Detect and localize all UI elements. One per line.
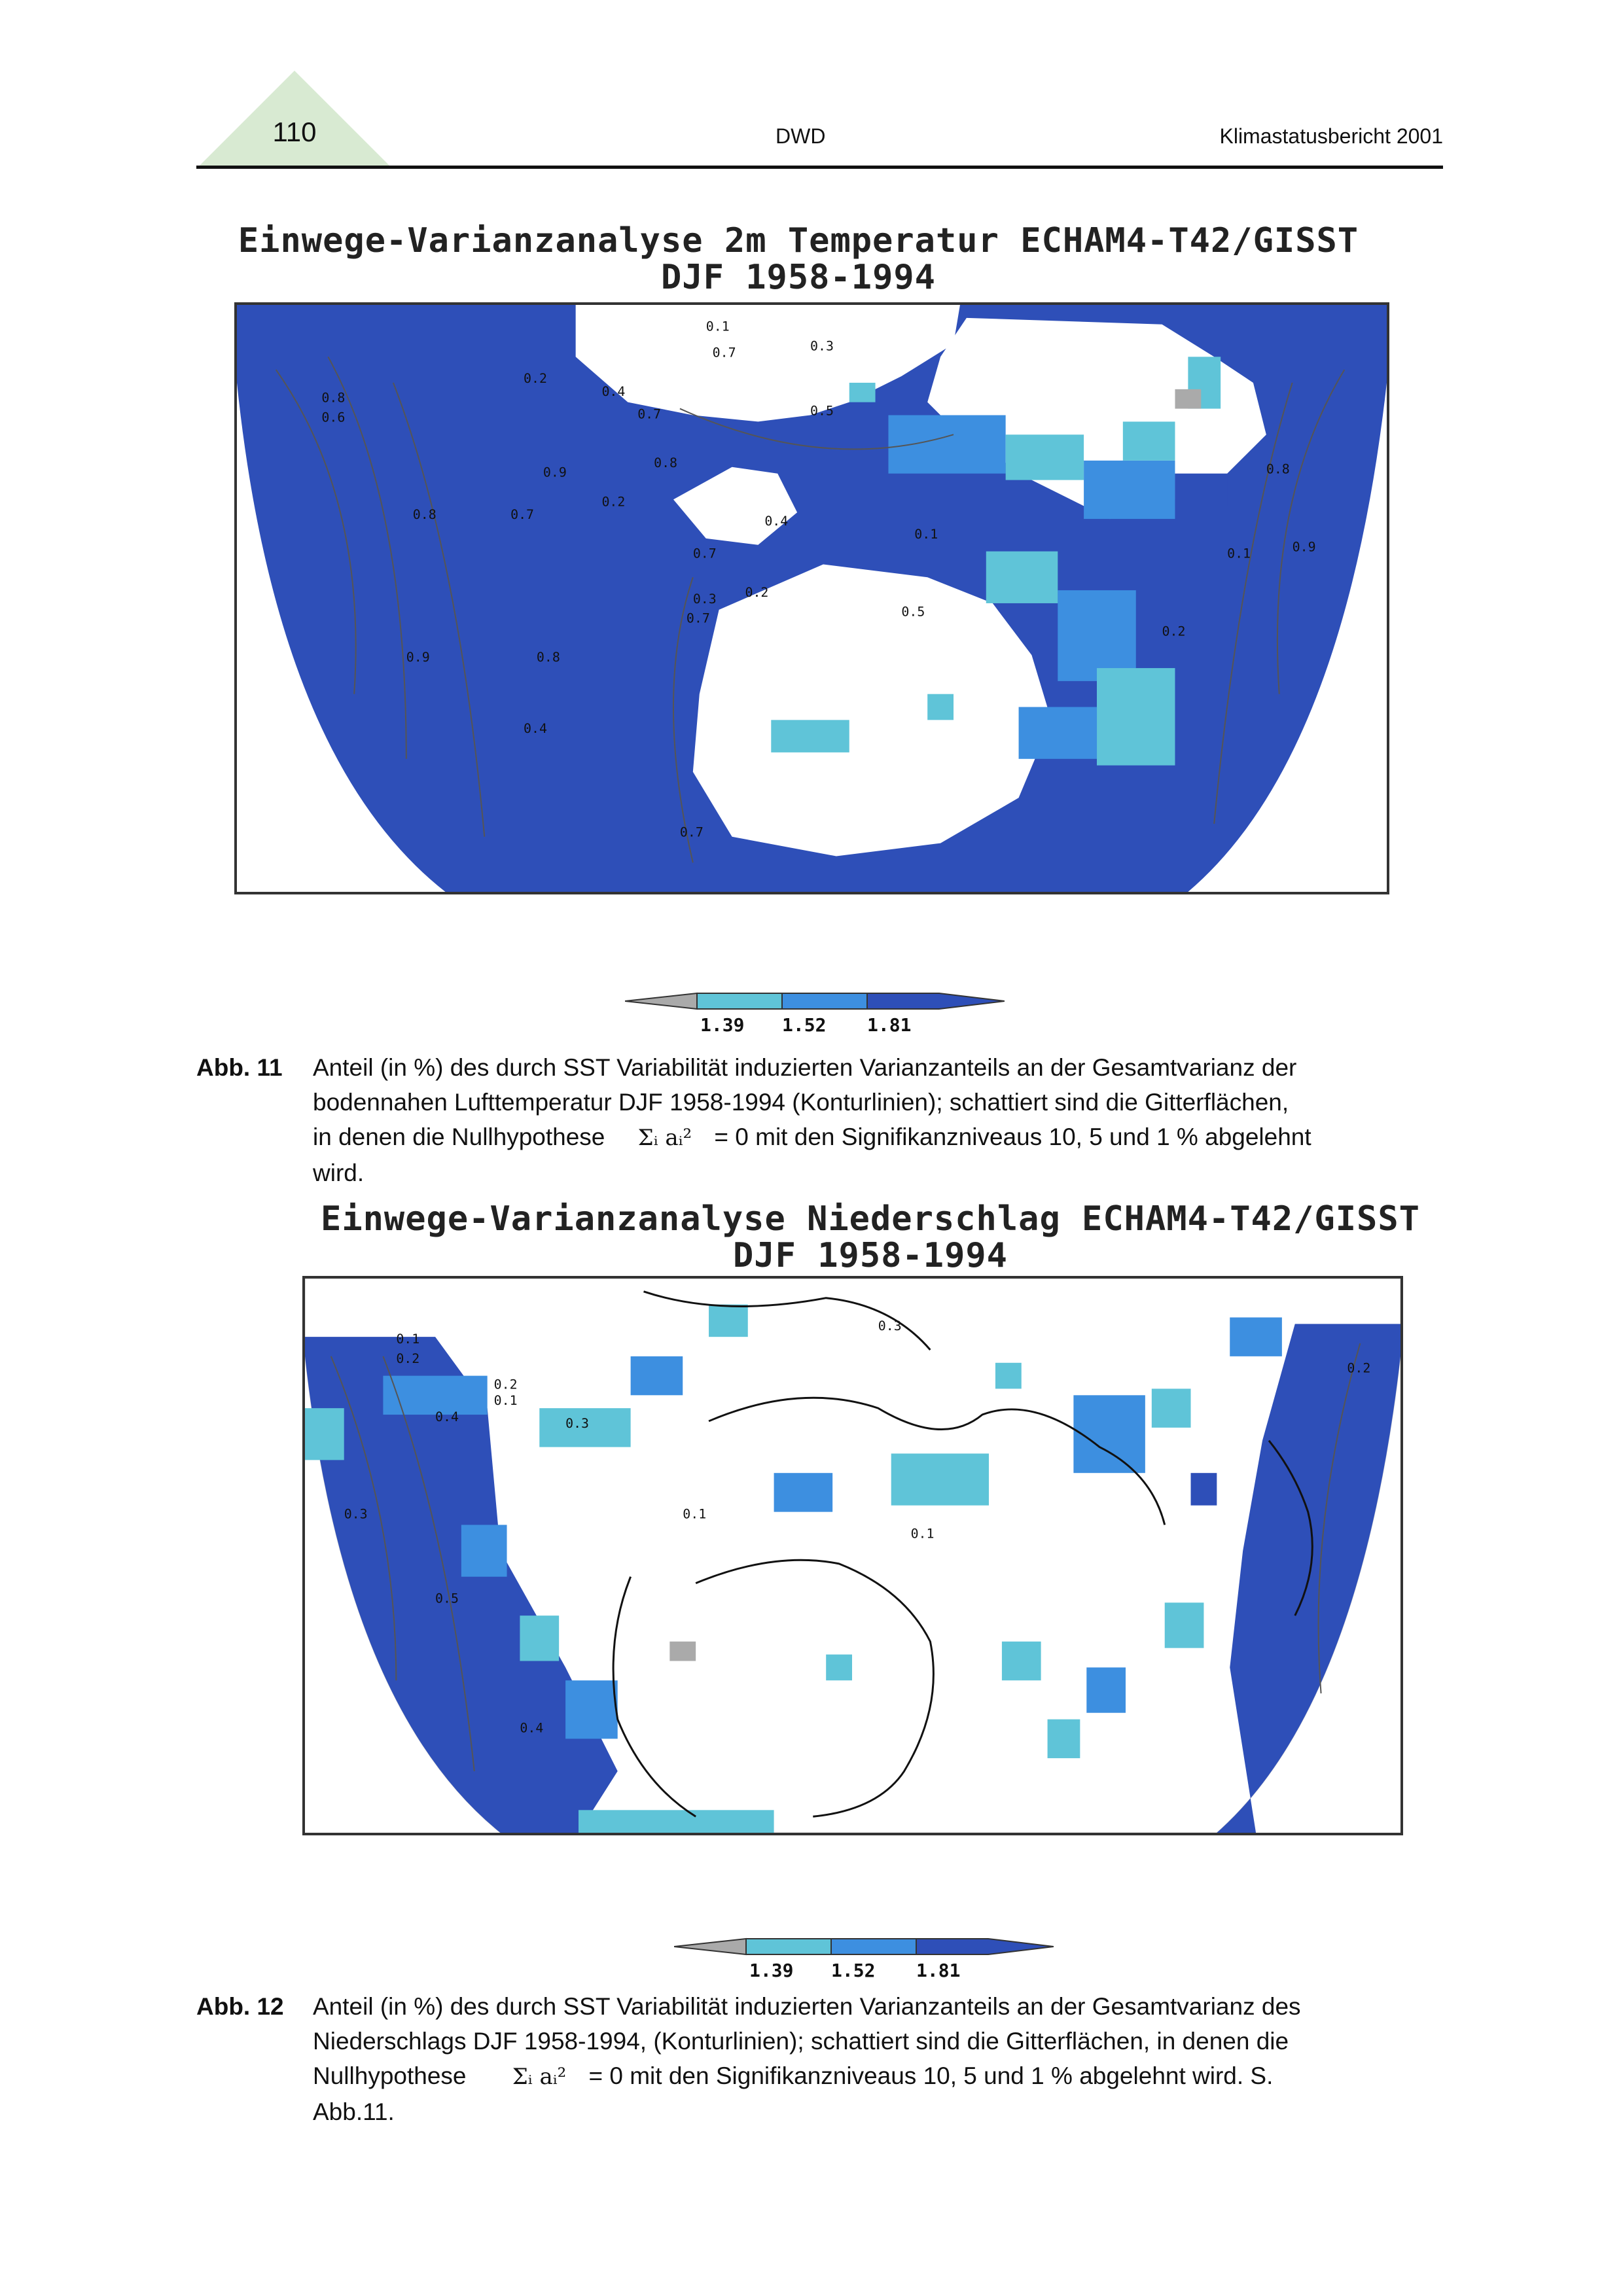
contour-label: 0.5 — [435, 1591, 459, 1606]
contour-label: 0.7 — [510, 507, 535, 523]
contour-label: 0.4 — [520, 1720, 544, 1736]
contour-label: 0.2 — [1162, 624, 1186, 639]
contour-label: 0.3 — [878, 1318, 902, 1334]
caption-line: wird. — [313, 1159, 365, 1186]
caption-text: = 0 mit den Signifikanzniveaus 10, 5 und 1 % abgelehnt wird. S. — [588, 2062, 1274, 2089]
contour-label: 0.8 — [1266, 461, 1290, 477]
contour-label: 0.9 — [543, 465, 567, 480]
contour-label: 0.1 — [683, 1506, 707, 1522]
legend-tick: 1.52 — [782, 1014, 827, 1036]
caption-line: Anteil (in %) des durch SST Variabilität induzierten Varianzanteils an der Gesamtvarianz des — [313, 1993, 1301, 2020]
header-rule — [196, 166, 1443, 169]
caption-text: in denen die Nullhypothese — [313, 1123, 605, 1150]
contour-label: 0.3 — [344, 1506, 368, 1522]
contour-label: 0.6 — [321, 410, 346, 425]
contour-label: 0.1 — [910, 1526, 935, 1542]
legend-tick: 1.39 — [700, 1014, 745, 1036]
contour-label: 0.8 — [412, 507, 437, 523]
contour-label: 0.1 — [914, 526, 938, 542]
contour-label: 0.1 — [493, 1393, 518, 1409]
contour-label: 0.7 — [692, 546, 717, 561]
figure1-title-line2: DJF 1958-1994 — [661, 258, 936, 297]
contour-label: 0.2 — [1347, 1360, 1371, 1376]
caption-text: = 0 mit den Signifikanzniveaus 10, 5 und 1 % abgelehnt — [714, 1123, 1311, 1150]
contour-label: 0.3 — [565, 1415, 590, 1431]
contour-label: 0.7 — [712, 345, 736, 361]
legend-segment-below — [625, 993, 697, 1009]
figure1-title-line1: Einwege-Varianzanalyse 2m Temperatur ECHAM4-T42/GISST — [238, 221, 1359, 260]
contour-label: 0.4 — [435, 1409, 459, 1424]
legend-segment-10pct — [746, 1939, 831, 1954]
figure1-legend-colorbar — [625, 988, 1005, 1014]
sum-formula: Σᵢ aᵢ² — [637, 1125, 692, 1151]
legend-tick: 1.81 — [916, 1960, 961, 1981]
contour-label: 0.7 — [686, 610, 710, 626]
caption-line: Abb.11. — [313, 2098, 395, 2125]
figure2-caption — [196, 1989, 1440, 2140]
caption-line-formula — [313, 1120, 1433, 1156]
figure2-legend-colorbar — [674, 1934, 1054, 1960]
contour-label: 0.1 — [1227, 546, 1251, 561]
contour-label: 0.3 — [810, 338, 834, 354]
legend-segment-5pct — [831, 1939, 916, 1954]
legend-segment-10pct — [697, 993, 782, 1009]
figure1-caption — [196, 1050, 1440, 1194]
caption-line: bodennahen Lufttemperatur DJF 1958-1994 (Konturlinien); schattiert sind die Gitterflächen, — [313, 1089, 1289, 1116]
figure2-caption-label: Abb. 12 — [196, 1993, 284, 2020]
contour-label: 0.9 — [1292, 539, 1316, 555]
contour-label: 0.2 — [524, 370, 547, 386]
caption-line: Anteil (in %) des durch SST Variabilität induzierten Varianzanteils an der Gesamtvarianz der — [313, 1054, 1297, 1081]
sum-formula: Σᵢ aᵢ² — [512, 2064, 567, 2090]
figure1-map — [234, 302, 1389, 894]
figure2-title — [308, 1201, 1433, 1274]
contour-label: 0.1 — [396, 1332, 420, 1347]
contour-label: 0.1 — [705, 319, 730, 334]
contour-label: 0.4 — [524, 721, 547, 737]
legend-segment-1pct — [916, 1939, 1054, 1954]
contour-label: 0.9 — [406, 650, 430, 665]
legend-tick: 1.39 — [749, 1960, 794, 1981]
figure2-map — [302, 1276, 1403, 1835]
contour-label: 0.5 — [901, 604, 925, 620]
figure1-caption-label: Abb. 11 — [196, 1054, 283, 1081]
figure2-title-line2: DJF 1958-1994 — [733, 1236, 1008, 1275]
figure1-title — [236, 222, 1361, 296]
legend-segment-1pct — [867, 993, 1005, 1009]
contour-label: 0.8 — [654, 455, 678, 470]
contour-label: 0.7 — [679, 824, 704, 840]
contour-label: 0.4 — [601, 383, 626, 399]
figure1-map-svg — [237, 305, 1387, 892]
contour-label: 0.3 — [692, 591, 717, 607]
caption-line: Niederschlags DJF 1958-1994, (Konturlinien); schattiert sind die Gitterflächen, in denen die — [313, 2028, 1289, 2055]
contour-label: 0.2 — [396, 1351, 420, 1366]
caption-line-formula — [313, 2058, 1433, 2094]
contour-label: 0.8 — [321, 390, 346, 406]
legend-tick: 1.81 — [867, 1014, 912, 1036]
legend-segment-5pct — [782, 993, 867, 1009]
contour-label: 0.2 — [745, 585, 769, 601]
figure2-map-svg — [305, 1279, 1400, 1833]
contour-label: 0.2 — [601, 494, 626, 510]
legend-tick: 1.52 — [831, 1960, 876, 1981]
header-report-title: Klimastatusbericht 2001 — [1219, 124, 1443, 148]
caption-text: Nullhypothese — [313, 2062, 467, 2089]
contour-label: 0.5 — [810, 403, 834, 419]
header-publisher: DWD — [776, 124, 826, 148]
contour-label: 0.4 — [764, 514, 789, 529]
legend-segment-below — [674, 1939, 746, 1954]
page-number: 110 — [272, 116, 317, 147]
contour-label: 0.2 — [493, 1377, 518, 1392]
contour-label: 0.7 — [637, 406, 662, 422]
contour-label: 0.8 — [536, 650, 560, 665]
figure2-title-line1: Einwege-Varianzanalyse Niederschlag ECHAM4-T42/GISST — [321, 1199, 1420, 1239]
